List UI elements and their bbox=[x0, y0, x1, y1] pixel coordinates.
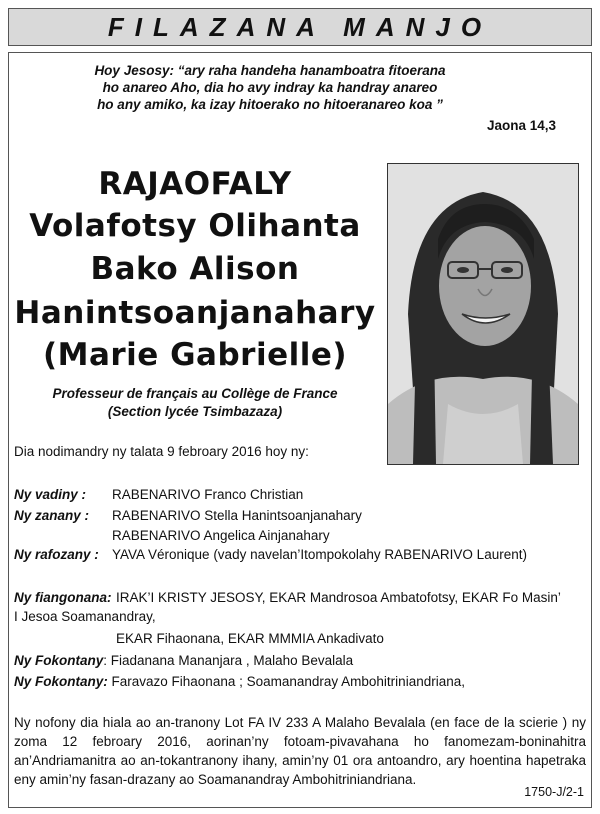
quote-line: ho any amiko, ka izay hitoerako no hitoeranareo koa ” bbox=[97, 97, 443, 112]
church-value: I Jesoa Soamanandray, bbox=[14, 609, 156, 624]
quote-line: Hoy Jesosy: “ary raha handeha hanamboatra fitoerana bbox=[94, 63, 446, 78]
portrait-illustration bbox=[388, 164, 578, 464]
fokontany-line bbox=[14, 674, 465, 689]
fokontany-label: Ny Fokontany: bbox=[14, 674, 108, 689]
spouse-value: RABENARIVO Franco Christian bbox=[112, 487, 304, 502]
church-value: EKAR Fihaonana, EKAR MMMIA Ankadivato bbox=[116, 631, 384, 646]
deceased-role: (Section lycée Tsimbazaza) bbox=[107, 404, 283, 419]
fokontany-line bbox=[14, 653, 353, 668]
reference-code: 1750-J/2-1 bbox=[524, 785, 584, 799]
deceased-name: Bako Alison bbox=[90, 251, 300, 287]
in-law-value: YAVA Véronique (vady navelan’Itompokolahy RABENARIVO Laurent) bbox=[112, 547, 527, 562]
in-law-label: Ny rafozany : bbox=[14, 547, 99, 562]
child-value: RABENARIVO Stella Hanintsoanjanahary bbox=[112, 508, 362, 523]
announcement-line: Dia nodimandry ny talata 9 febroary 2016 hoy ny: bbox=[14, 444, 309, 459]
deceased-name: Hanintsoanjanahary bbox=[14, 295, 376, 331]
deceased-name: (Marie Gabrielle) bbox=[42, 337, 348, 373]
child-value: RABENARIVO Angelica Ainjanahary bbox=[112, 528, 330, 543]
fokontany-label: Ny Fokontany bbox=[14, 653, 104, 668]
fokontany-value: : Fiadanana Mananjara , Malaho Bevalala bbox=[103, 653, 354, 668]
spouse-label: Ny vadiny : bbox=[14, 487, 87, 502]
deceased-name: Volafotsy Olihanta bbox=[29, 208, 361, 244]
portrait-photo bbox=[387, 163, 579, 465]
deceased-name: RAJAOFALY bbox=[98, 166, 292, 202]
church-value: IRAK’I KRISTY JESOSY, EKAR Mandrosoa Ambatofotsy, EKAR Fo Masin’ bbox=[116, 590, 561, 605]
page-title: FILAZANA MANJO bbox=[107, 11, 493, 42]
bible-quote bbox=[40, 62, 500, 113]
church-label: Ny fiangonana: bbox=[14, 590, 112, 605]
page-header bbox=[8, 8, 592, 46]
deceased-role: Professeur de français au Collège de France bbox=[52, 386, 338, 401]
verse-reference: Jaona 14,3 bbox=[486, 118, 556, 133]
funeral-details: Ny nofony dia hiala ao an-tranony Lot FA IV 233 A Malaho Bevalala (en face de la scierie ) ny zoma 12 febroary 2016, aorinan’ny fotoam-pivavahana ho fanomezam-boninahitra an’Andriamanitra ao an-tokantranony ihany, amin’ny 01 ora antoandro, ary hoentina hapetraka eny amin’ny fasan-drazany ao Soamanandray Ambohitriniandriana. bbox=[14, 715, 586, 787]
fokontany-value: Faravazo Fihaonana ; Soamanandray Ambohitriniandriana, bbox=[107, 674, 465, 689]
children-label: Ny zanany : bbox=[14, 508, 90, 523]
quote-line: ho anareo Aho, dia ho avy indray ka handray anareo bbox=[102, 80, 438, 95]
